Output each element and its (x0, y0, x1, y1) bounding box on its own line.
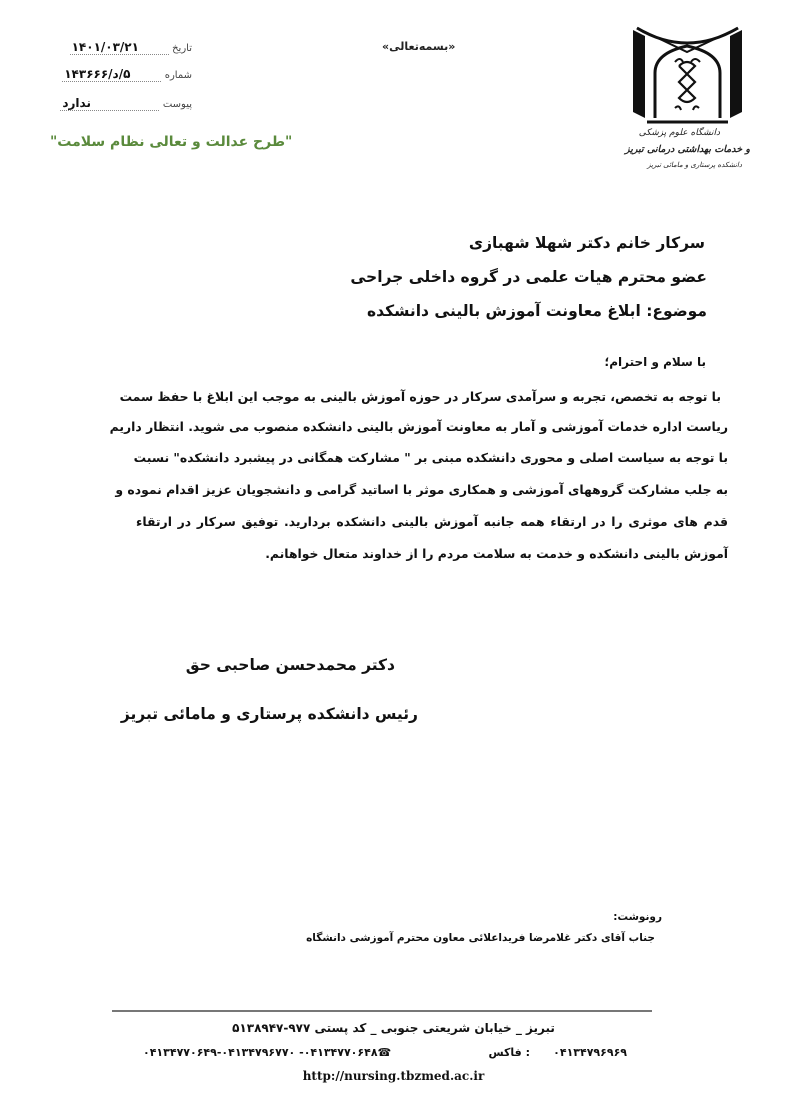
letter-subject: موضوع: ابلاغ معاونت آموزش بالینی دانشکده (366, 302, 707, 320)
health-system-slogan: "طرح عدالت و تعالی نظام سلامت" (50, 134, 293, 150)
logo-emblem-icon (625, 18, 750, 128)
number-row (62, 67, 192, 82)
signatory-name: دکتر محمدحسن صاحبی حق (185, 656, 395, 674)
bismillah-header: «بسمه‌تعالی» (382, 40, 456, 53)
attachment-row (60, 96, 192, 111)
body-line: با توجه به سیاست اصلی و محوری دانشکده مبنی بر " مشارکت همگانی در پیشبرد دانشکده" نسبت (133, 450, 728, 465)
greeting: با سلام و احترام؛ (604, 355, 706, 369)
fax-number: ۰۴۱۳۴۷۹۶۹۶۹ (553, 1046, 627, 1059)
body-line: به جلب مشارکت گروههای آموزشی و همکاری موثر با اساتید گرامی و دانشجویان عزیز اقدام نموده و (115, 482, 728, 497)
date-value: ۱۴۰۱/۰۳/۲۱ (70, 40, 169, 55)
logo-caption-line-1: دانشگاه علوم پزشکی (638, 128, 720, 138)
date-row (70, 40, 192, 55)
logo-caption-line-2: و خدمات بهداشتی درمانی تبریز (625, 144, 750, 155)
body-line: ریاست اداره خدمات آموزشی و آمار به معاونت آموزش بالینی دانشکده منصوب می شوید. انتظار داریم (109, 419, 728, 434)
telephone-icon: ☎ (377, 1046, 392, 1059)
signatory-title: رئیس دانشکده پرستاری و مامائی تبریز (120, 705, 418, 723)
recipient-position: عضو محترم هیات علمی در گروه داخلی جراحی (350, 268, 707, 286)
cc-recipient: جناب آقای دکتر غلامرضا فریداعلائی معاون محترم آموزشی دانشگاه (306, 932, 655, 944)
phone-numbers (143, 1046, 391, 1059)
attachment-label: پیوست (162, 99, 192, 110)
body-line: با توجه به تخصص، تجربه و سرآمدی سرکار در حوزه آموزش بالینی به موجب این ابلاغ با حفظ سمت (119, 389, 721, 404)
footer-address: تبریز _ خیابان شریعتی جنوبی _ کد پستی ۹۷۷-۵۱۳۸۹۴۷ (232, 1021, 555, 1035)
footer-website-link[interactable]: http://nursing.tbzmed.ac.ir (302, 1069, 485, 1083)
university-logo (625, 18, 750, 178)
body-line: آموزش بالینی دانشکده و خدمت به سلامت مردم را از خداوند متعال خواهانم. (265, 546, 728, 561)
logo-caption-line-3: دانشکده پرستاری و مامائی تبریز (647, 161, 742, 169)
fax-label: : فاکس (488, 1046, 530, 1059)
footer-divider (112, 1010, 652, 1012)
attachment-value: ندارد (60, 96, 159, 111)
phone-numbers-text: ۰۴۱۳۴۷۷۰۶۴۸- ۰۴۱۳۴۷۷۰۶۴۹-۰۴۱۳۴۷۹۶۷۷۰ (143, 1046, 378, 1059)
recipient-name: سرکار خانم دکتر شهلا شهبازی (468, 234, 705, 252)
number-label: شماره (164, 70, 192, 81)
body-line: قدم های موثری را در ارتقاء همه جانبه آموزش بالینی دانشکده بردارید. توفیق سرکار در ارتقاء (136, 514, 728, 529)
date-label: تاریخ (172, 43, 192, 54)
cc-label: رونوشت: (613, 911, 662, 923)
number-value: ۵/د/۱۴۳۶۶۶ (62, 67, 161, 82)
